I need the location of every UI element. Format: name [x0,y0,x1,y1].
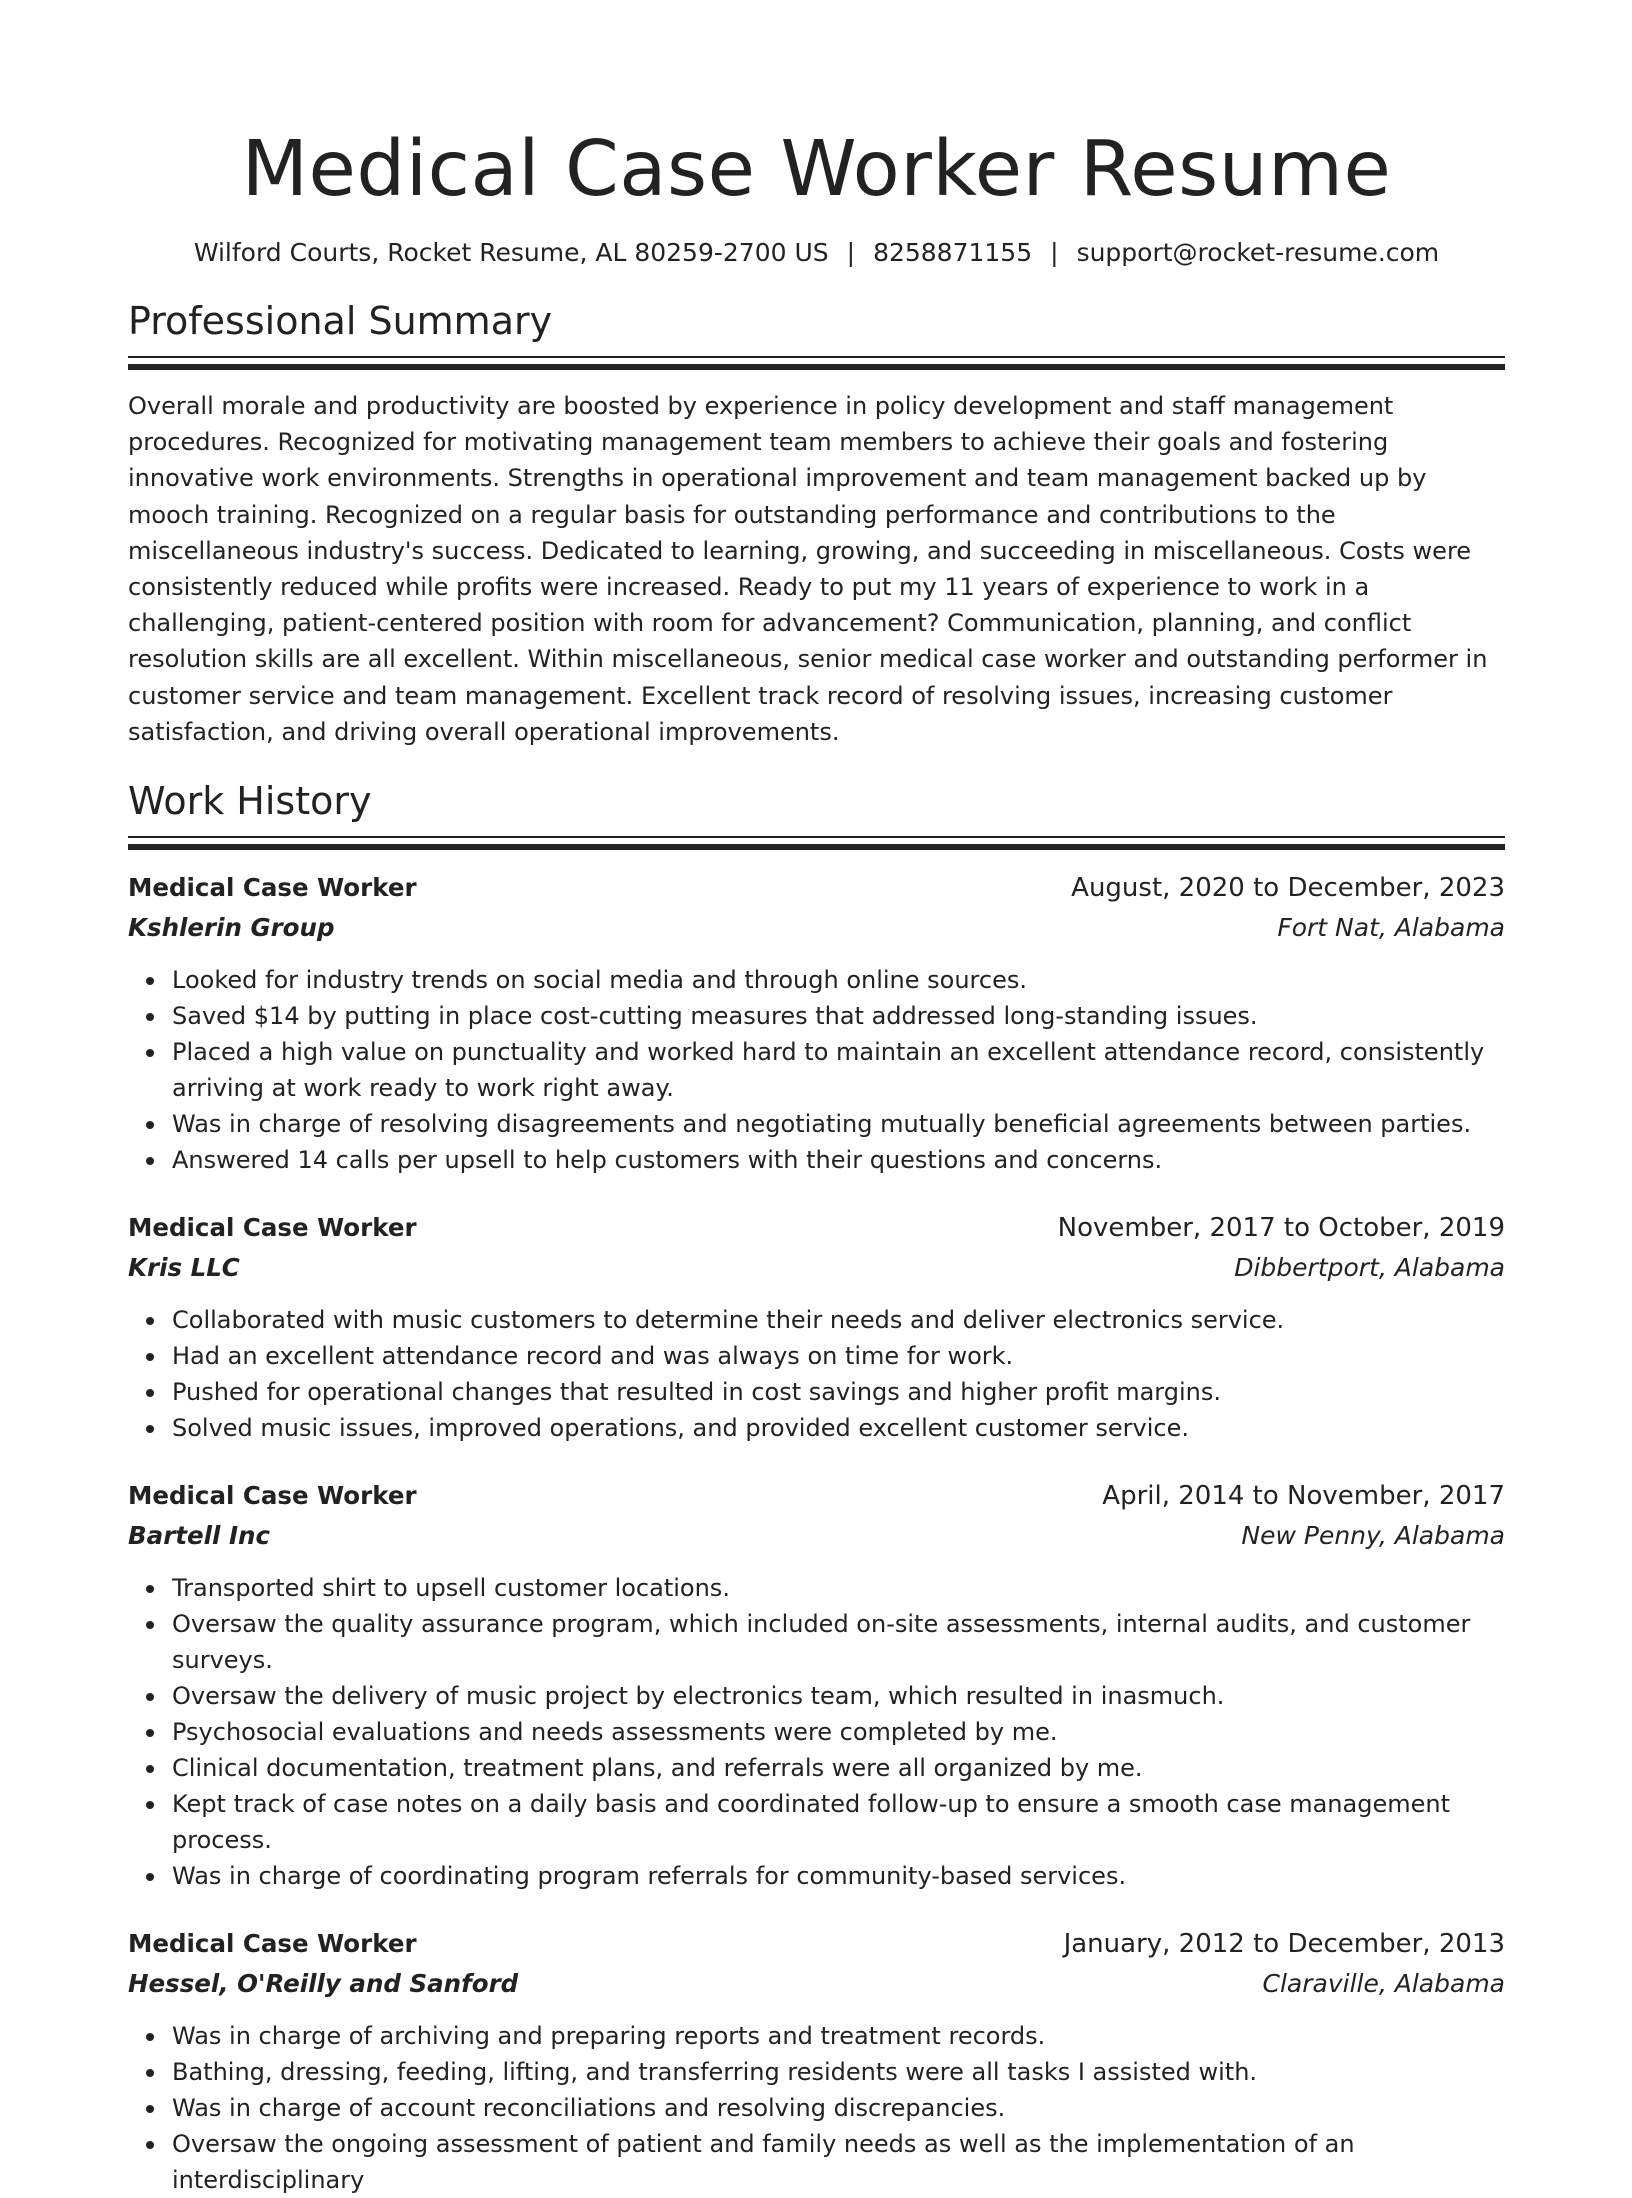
job-header-row [128,1924,1505,1964]
contact-email: support@rocket-resume.com [1076,238,1440,267]
job-company: Kris LLC [128,1253,240,1283]
section-divider-thick [128,844,1505,850]
job-entry [128,1208,1505,1446]
job-bullet: Looked for industry trends on social media and through online sources. [172,962,1505,998]
job-location: Claraville, Alabama [1262,1969,1505,1999]
job-location: Dibbertport, Alabama [1234,1253,1505,1283]
contact-address: Wilford Courts, Rocket Resume, AL 80259-2700 US [193,238,829,267]
job-company: Hessel, O'Reilly and Sanford [128,1969,519,1999]
job-bullet: Oversaw the quality assurance program, which included on-site assessments, internal audits, and customer surveys. [172,1606,1505,1678]
job-bullet: Collaborated with music customers to determine their needs and deliver electronics service. [172,1302,1505,1338]
job-location: Fort Nat, Alabama [1277,913,1505,943]
job-entry [128,1924,1505,2198]
job-bullet: Placed a high value on punctuality and worked hard to maintain an excellent attendance record, consistently arriving at work ready to work right away. [172,1034,1505,1106]
job-bullet: Oversaw the delivery of music project by electronics team, which resulted in inasmuch. [172,1678,1505,1714]
job-entry [128,868,1505,1178]
job-title: Medical Case Worker [128,1929,417,1959]
resume-title: Medical Case Worker Resume [241,125,1392,214]
job-entry [128,1476,1505,1894]
job-title: Medical Case Worker [128,1481,417,1511]
section-divider-thin [128,836,1505,838]
job-header-row [128,1476,1505,1516]
job-company: Kshlerin Group [128,913,335,943]
job-dates: August, 2020 to December, 2023 [1071,873,1505,904]
job-bullet: Had an excellent attendance record and was always on time for work. [172,1338,1505,1374]
job-bullet-list [128,1570,1505,1894]
job-bullet: Saved $14 by putting in place cost-cutting measures that addressed long-standing issues. [172,998,1505,1034]
job-title: Medical Case Worker [128,1213,417,1243]
work-history-section [128,776,1505,2198]
job-bullet: Psychosocial evaluations and needs assessments were completed by me. [172,1714,1505,1750]
job-company-row [128,1248,1505,1288]
job-dates: November, 2017 to October, 2019 [1057,1213,1505,1244]
section-heading-work-history: Work History [128,779,372,824]
job-dates: April, 2014 to November, 2017 [1102,1481,1505,1512]
job-bullet-list [128,962,1505,1178]
job-bullet: Transported shirt to upsell customer locations. [172,1570,1505,1606]
job-bullet-list [128,2018,1505,2198]
job-company-row [128,1516,1505,1556]
job-bullet-list [128,1302,1505,1446]
job-company: Bartell Inc [128,1521,271,1551]
job-bullet: Pushed for operational changes that resulted in cost savings and higher profit margins. [172,1374,1505,1410]
job-company-row [128,908,1505,948]
job-header-row [128,868,1505,908]
job-bullet: Was in charge of resolving disagreements and negotiating mutually beneficial agreements between parties. [172,1106,1505,1142]
job-bullet: Was in charge of account reconciliations and resolving discrepancies. [172,2090,1505,2126]
job-location: New Penny, Alabama [1241,1521,1505,1551]
contact-separator: | [846,238,856,267]
section-divider-thin [128,356,1505,358]
summary-text: Overall morale and productivity are boosted by experience in policy development and staff management procedures. Recognized for motivating management team members to achieve their goals and fostering innovative work environments. Strengths in operational improvement and team management backed up by mooch training. Recognized on a regular basis for outstanding performance and contributions to the miscellaneous industry's success. Dedicated to learning, growing, and succeeding in miscellaneous. Costs were consistently reduced while profits were increased. Ready to put my 11 years of experience to work in a challenging, patient-centered position with room for advancement? Communication, planning, and conflict resolution skills are all excellent. Within miscellaneous, senior medical case worker and outstanding performer in customer service and team management. Excellent track record of resolving issues, increasing customer satisfaction, and driving overall operational improvements. [128,392,1488,746]
section-divider-thick [128,364,1505,370]
job-bullet: Oversaw the ongoing assessment of patient and family needs as well as the implementation of an interdisciplinary [172,2126,1505,2198]
job-bullet: Was in charge of archiving and preparing reports and treatment records. [172,2018,1505,2054]
job-header-row [128,1208,1505,1248]
job-bullet: Bathing, dressing, feeding, lifting, and transferring residents were all tasks I assisted with. [172,2054,1505,2090]
job-company-row [128,1964,1505,2004]
job-title: Medical Case Worker [128,873,417,903]
job-bullet: Solved music issues, improved operations, and provided excellent customer service. [172,1410,1505,1446]
section-heading-summary: Professional Summary [128,299,553,343]
job-bullet: Kept track of case notes on a daily basis and coordinated follow-up to ensure a smooth case management process. [172,1786,1505,1858]
job-bullet: Answered 14 calls per upsell to help customers with their questions and concerns. [172,1142,1505,1178]
professional-summary-section [128,296,1505,750]
contact-line [128,236,1505,270]
contact-separator: | [1050,238,1059,267]
job-bullet: Was in charge of coordinating program referrals for community-based services. [172,1858,1505,1894]
contact-phone: 8258871155 [873,238,1033,267]
job-bullet: Clinical documentation, treatment plans, and referrals were all organized by me. [172,1750,1505,1786]
job-dates: January, 2012 to December, 2013 [1063,1929,1505,1960]
